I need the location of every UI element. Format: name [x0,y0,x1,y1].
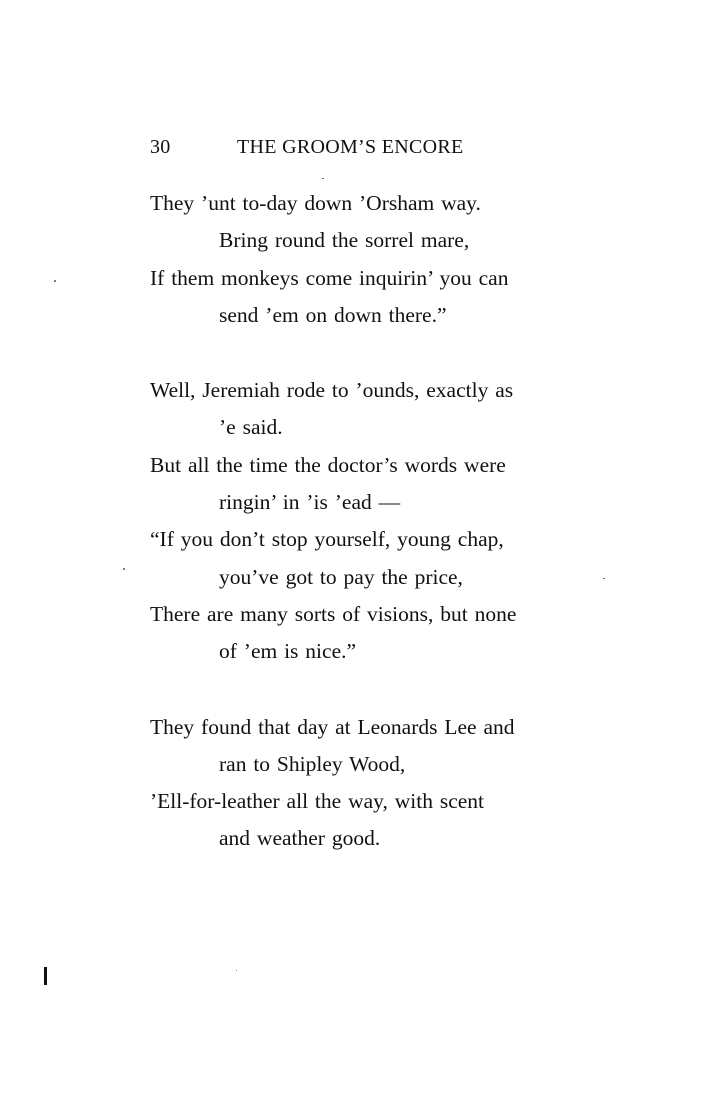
stanza-2 [150,372,590,670]
poem-line: If them monkeys come inquirin’ you can [150,265,509,290]
stanza-1 [150,185,590,334]
poem-line: “If you don’t stop yourself, young chap, [150,527,504,552]
poem-line: They found that day at Leonards Lee and [150,714,515,739]
running-title: THE GROOM’S ENCORE [237,136,464,158]
scan-speck [236,970,237,971]
scan-speck [123,568,125,570]
page-header [150,136,580,162]
poem-line: ’Ell-for-leather all the way, with scent [150,789,485,814]
page-number: 30 [150,136,171,158]
stanza-3 [150,709,590,858]
poem [150,185,590,896]
poem-line: There are many sorts of visions, but none [150,601,517,626]
scan-speck [603,578,605,579]
poem-line: of ’em is nice.” [219,639,357,664]
scan-speck [54,280,56,282]
poem-line: ran to Shipley Wood, [219,751,406,776]
scan-speck [322,178,324,179]
poem-line: ringin’ in ’is ’ead — [219,490,401,515]
poem-line: Well, Jeremiah rode to ’ounds, exactly as [150,378,514,403]
poem-line: and weather good. [219,826,381,851]
poem-line: They ’unt to-day down ’Orsham way. [150,191,481,215]
poem-line: But all the time the doctor’s words were [150,452,506,477]
margin-mark [44,967,47,985]
poem-line: you’ve got to pay the price, [219,564,463,589]
poem-line: ’e said. [219,415,283,440]
poem-line: Bring round the sorrel mare, [219,228,470,253]
poem-line: send ’em on down there.” [219,302,447,327]
